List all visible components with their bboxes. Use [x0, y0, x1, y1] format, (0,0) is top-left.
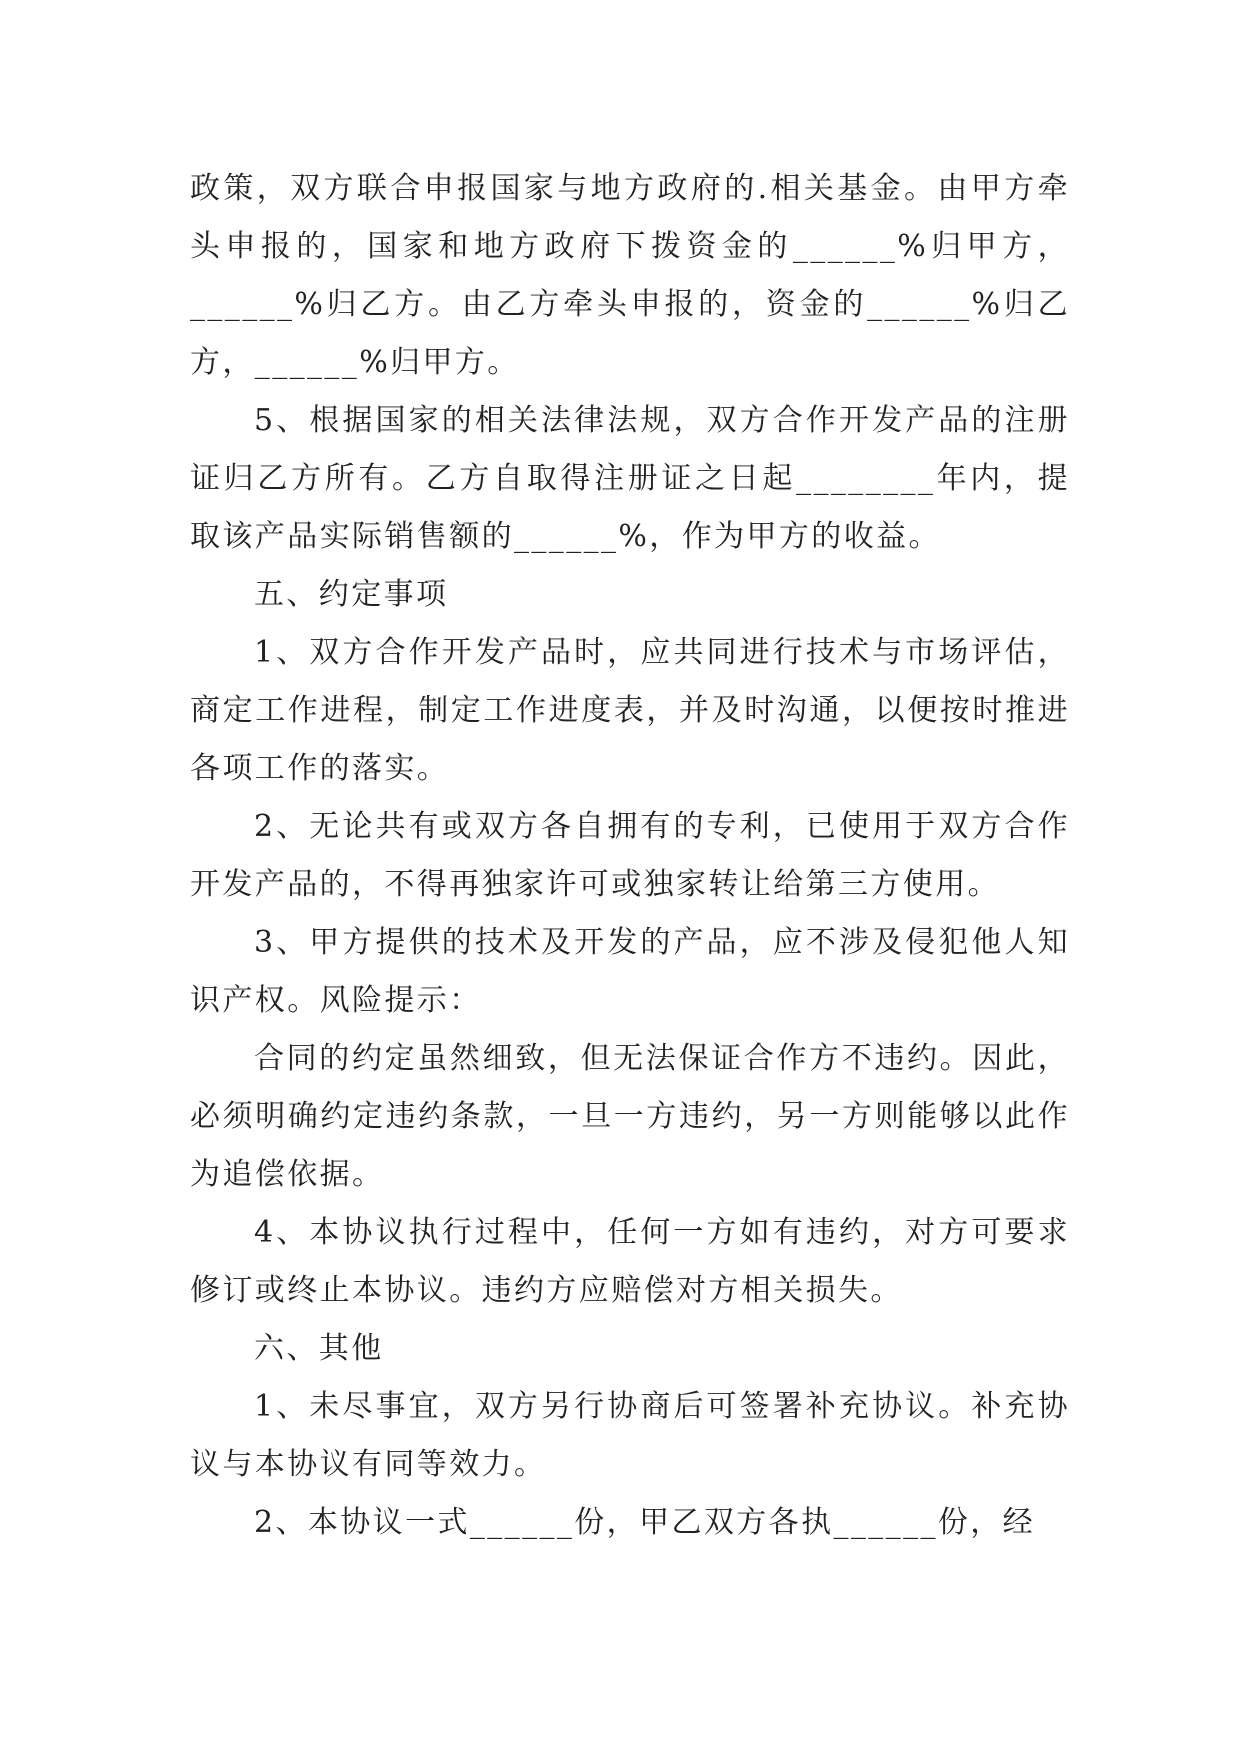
- section-heading-other: 六、其他: [254, 1331, 384, 1366]
- section-heading-agreed-matters: 五、约定事项: [254, 577, 449, 612]
- paragraph-agreed-4: 4、本协议执行过程中，任何一方如有违约，对方可要求修订或终止本协议。违约方应赔偿对方相关损失。: [190, 1215, 1070, 1308]
- paragraph-agreed-3: 3、甲方提供的技术及开发的产品，应不涉及侵犯他人知识产权。风险提示：: [190, 925, 1070, 1018]
- paragraph-funding-policy: 政策，双方联合申报国家与地方政府的.相关基金。由甲方牵头申报的，国家和地方政府下拨资金的______%归甲方，______%归乙方。由乙方牵头申报的，资金的______%归乙方，______%归甲方。: [190, 171, 1070, 380]
- paragraph-clause-5-registration: 5、根据国家的相关法律法规，双方合作开发产品的注册证归乙方所有。乙方自取得注册证之日起________年内，提取该产品实际销售额的______%，作为甲方的收益。: [190, 403, 1070, 554]
- paragraph-agreed-1: 1、双方合作开发产品时，应共同进行技术与市场评估，商定工作进程，制定工作进度表，并及时沟通，以便按时推进各项工作的落实。: [190, 635, 1070, 786]
- paragraph-other-1: 1、未尽事宜，双方另行协商后可签署补充协议。补充协议与本协议有同等效力。: [190, 1389, 1070, 1482]
- paragraph-risk-note: 合同的约定虽然细致，但无法保证合作方不违约。因此，必须明确约定违约条款，一旦一方违约，另一方则能够以此作为追偿依据。: [190, 1041, 1070, 1192]
- paragraph-other-2: 2、本协议一式______份，甲乙双方各执______份，经: [254, 1505, 1036, 1540]
- document-body: [190, 160, 1070, 1552]
- paragraph-agreed-2: 2、无论共有或双方各自拥有的专利，已使用于双方合作开发产品的，不得再独家许可或独家转让给第三方使用。: [190, 809, 1070, 902]
